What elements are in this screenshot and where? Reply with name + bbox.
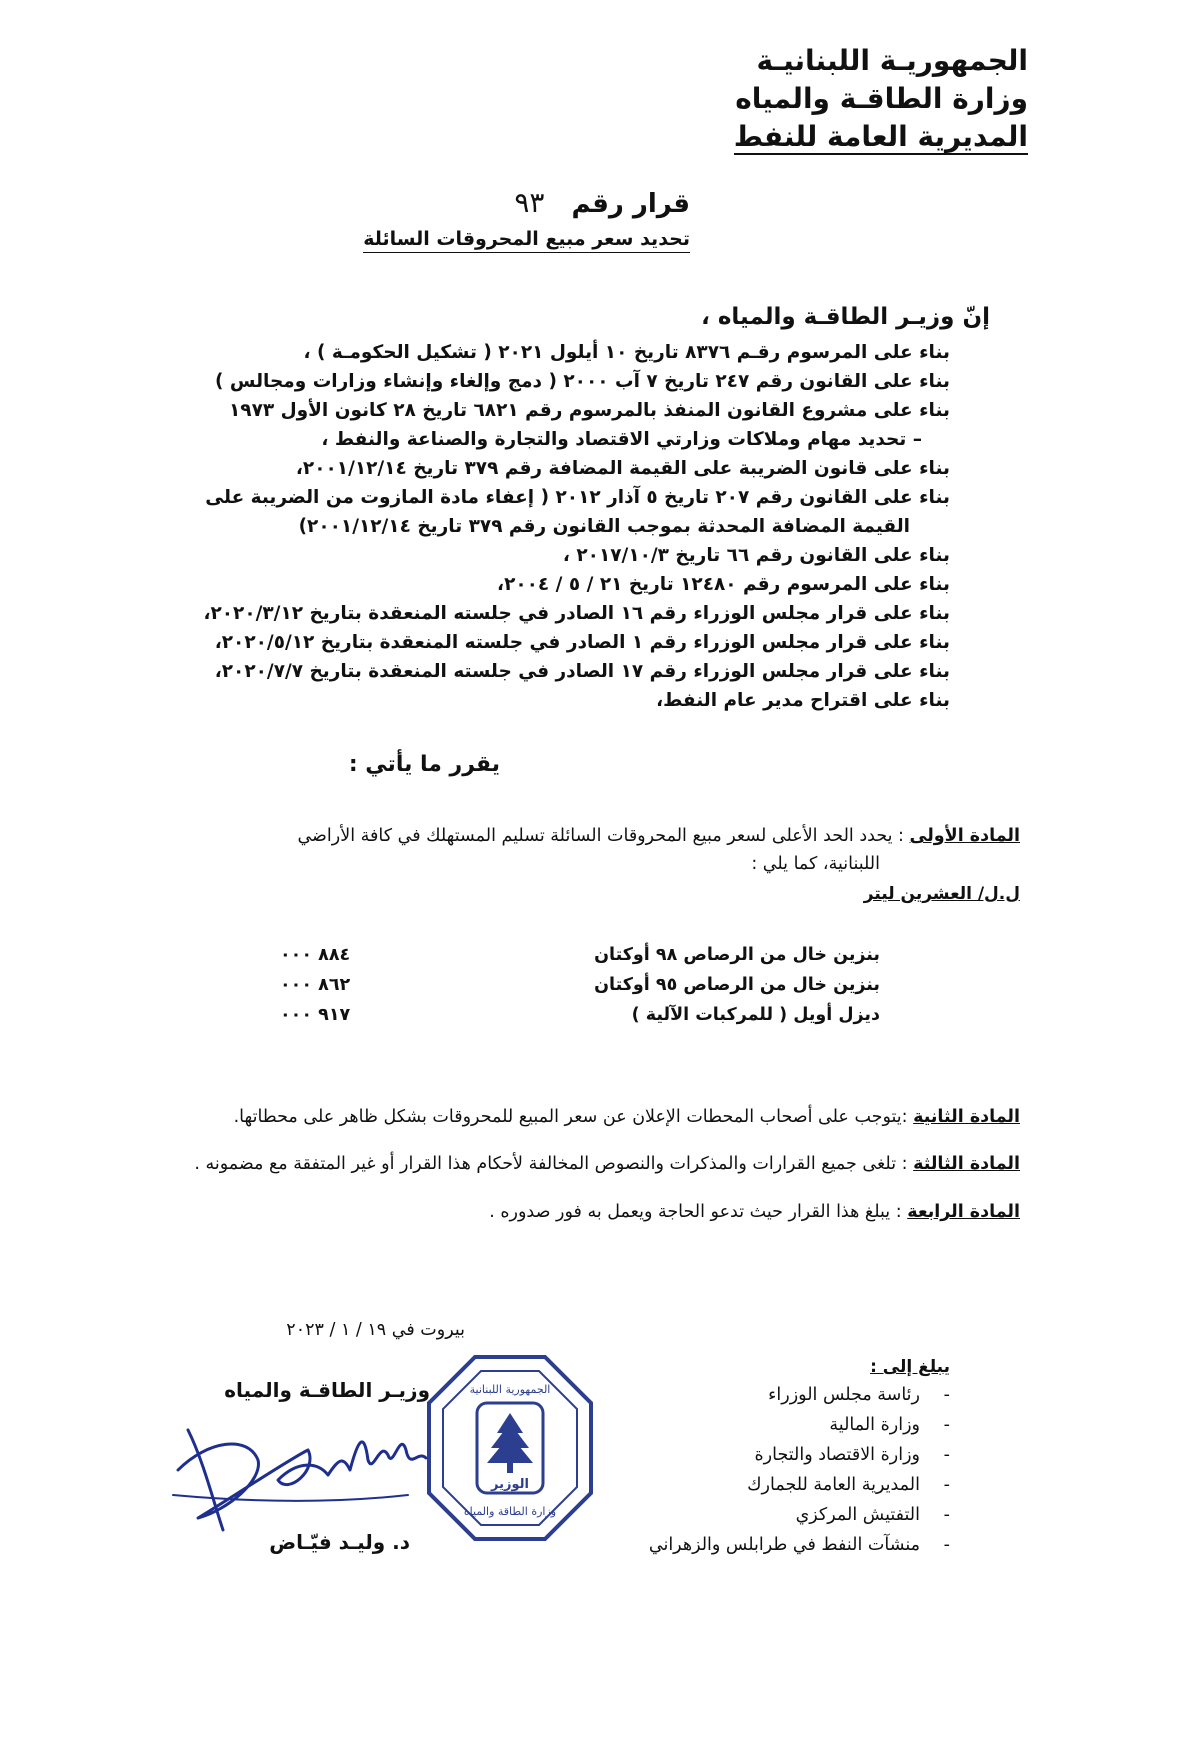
- consideration-line: بناء على القانون رقم ٢٠٧ تاريخ ٥ آذار ٢٠١٢ ( إعفاء مادة المازوت من الضريبة على: [205, 487, 950, 508]
- considerations-list: [130, 338, 950, 715]
- list-item: -المديرية العامة للجمارك: [747, 1475, 950, 1495]
- svg-text:الجمهورية اللبنانية: الجمهورية اللبنانية: [469, 1383, 551, 1396]
- list-item: -التفتيش المركزي: [795, 1505, 950, 1525]
- article-1: [240, 822, 1020, 878]
- consideration-line: بناء على مشروع القانون المنفذ بالمرسوم رقم ٦٨٢١ تاريخ ٢٨ كانون الأول ١٩٧٣: [228, 400, 950, 421]
- fuel-price: ٩١٧ ٠٠٠: [280, 1005, 351, 1025]
- article-4: [489, 1198, 1020, 1226]
- fuel-name: بنزين خال من الرصاص ٩٥ أوكتان: [594, 975, 880, 995]
- consideration-line: – تحديد مهام وملاكات وزارتي الاقتصاد والتجارة والصناعة والنفط ،: [321, 429, 922, 450]
- consideration-line: القيمة المضافة المحدثة بموجب القانون رقم ٣٧٩ تاريخ ٢٠٠١/١٢/١٤): [298, 516, 910, 537]
- letterhead-directorate: المديرية العامة للنفط: [733, 120, 1028, 153]
- consideration-line: بناء على قرار مجلس الوزراء رقم ١٧ الصادر في جلسته المنعقدة بتاريخ ٢٠٢٠/٧/٧،: [214, 661, 950, 682]
- list-item: -وزارة الاقتصاد والتجارة: [754, 1445, 950, 1465]
- fuel-name: ديزل أويل ( للمركبات الآلية ): [631, 1005, 880, 1025]
- letterhead-ministry: وزارة الطاقـة والمياه: [735, 82, 1028, 115]
- fuel-price: ٨٦٢ ٠٠٠: [280, 975, 351, 995]
- article-3-text: : تلغى جميع القرارات والمذكرات والنصوص المخالفة لأحكام هذا القرار أو غير المتفقة مع مضمونه .: [194, 1154, 908, 1174]
- letterhead: [734, 42, 1028, 156]
- decision-label: قرار رقم: [571, 189, 690, 219]
- price-unit-label: ل.ل/ العشرين ليتر: [863, 884, 1020, 904]
- list-item: -وزارة المالية: [829, 1415, 950, 1435]
- signer-name: د. وليـد فيّـاض: [269, 1530, 410, 1554]
- article-2: [234, 1103, 1020, 1131]
- consideration-line: بناء على القانون رقم ٦٦ تاريخ ٢٠١٧/١٠/٣ ،: [562, 545, 950, 566]
- article-1-text: : يحدد الحد الأعلى لسعر مبيع المحروقات السائلة تسليم المستهلك في كافة الأراضي: [297, 826, 904, 846]
- signer-title: وزيـر الطاقـة والمياه: [224, 1378, 430, 1402]
- article-1-label: المادة الأولى: [909, 826, 1020, 846]
- article-3-label: المادة الثالثة: [913, 1154, 1020, 1174]
- article-1-continuation: اللبنانية، كما يلي :: [751, 854, 880, 874]
- recipients-title: يبلغ إلى :: [870, 1357, 950, 1377]
- decision-heading: [514, 186, 690, 219]
- article-3: [194, 1150, 1020, 1178]
- decides-heading: يقرر ما يأتي :: [348, 752, 500, 777]
- list-item: -رئاسة مجلس الوزراء: [768, 1385, 950, 1405]
- decision-number: ٩٣: [514, 186, 545, 219]
- fuel-price: ٨٨٤ ٠٠٠: [280, 945, 351, 965]
- consideration-line: بناء على اقتراح مدير عام النفط،: [656, 690, 950, 711]
- fuel-price-table: [280, 940, 880, 1030]
- handwritten-signature-icon: [168, 1400, 468, 1540]
- article-4-text: : يبلغ هذا القرار حيث تدعو الحاجة ويعمل به فور صدوره .: [489, 1202, 902, 1222]
- table-row: [280, 1000, 880, 1030]
- list-item: -منشآت النفط في طرابلس والزهراني: [648, 1535, 950, 1555]
- consideration-line: بناء على المرسوم رقـم ٨٣٧٦ تاريخ ١٠ أيلول ٢٠٢١ ( تشكيل الحكومـة ) ،: [303, 342, 950, 363]
- recipients-list: [649, 1380, 950, 1560]
- fuel-name: بنزين خال من الرصاص ٩٨ أوكتان: [594, 945, 880, 965]
- table-row: [280, 940, 880, 970]
- consideration-line: بناء على القانون رقم ٢٤٧ تاريخ ٧ آب ٢٠٠٠ ( دمج وإلغاء وإنشاء وزارات ومجالس ): [215, 371, 950, 392]
- article-4-label: المادة الرابعة: [907, 1202, 1020, 1222]
- consideration-line: بناء على قرار مجلس الوزراء رقم ١٦ الصادر في جلسته المنعقدة بتاريخ ٢٠٢٠/٣/١٢،: [203, 603, 950, 624]
- consideration-line: بناء على قرار مجلس الوزراء رقم ١ الصادر في جلسته المنعقدة بتاريخ ٢٠٢٠/٥/١٢،: [214, 632, 950, 653]
- letterhead-republic: الجمهوريـة اللبنانيـة: [756, 44, 1028, 77]
- cedar-icon: [487, 1413, 533, 1473]
- consideration-line: بناء على المرسوم رقم ١٢٤٨٠ تاريخ ٢١ / ٥ / ٢٠٠٤،: [497, 574, 950, 595]
- minister-opening: إنّ وزيـر الطاقـة والمياه ،: [701, 304, 990, 330]
- svg-text:وزارة الطاقة والمياه: وزارة الطاقة والمياه: [463, 1505, 557, 1518]
- article-2-text: :يتوجب على أصحاب المحطات الإعلان عن سعر المبيع للمحروقات بشكل ظاهر على محطاتها.: [233, 1107, 908, 1127]
- table-row: [280, 970, 880, 1000]
- consideration-line: بناء على قانون الضريبة على القيمة المضافة رقم ٣٧٩ تاريخ ٢٠٠١/١٢/١٤،: [295, 458, 950, 479]
- place-date: بيروت في ١٩ / ١ / ٢٠٢٣: [286, 1320, 465, 1340]
- svg-text:الوزير: الوزير: [491, 1477, 529, 1492]
- decision-subject: تحديد سعر مبيع المحروقات السائلة: [363, 228, 690, 253]
- article-2-label: المادة الثانية: [913, 1107, 1020, 1127]
